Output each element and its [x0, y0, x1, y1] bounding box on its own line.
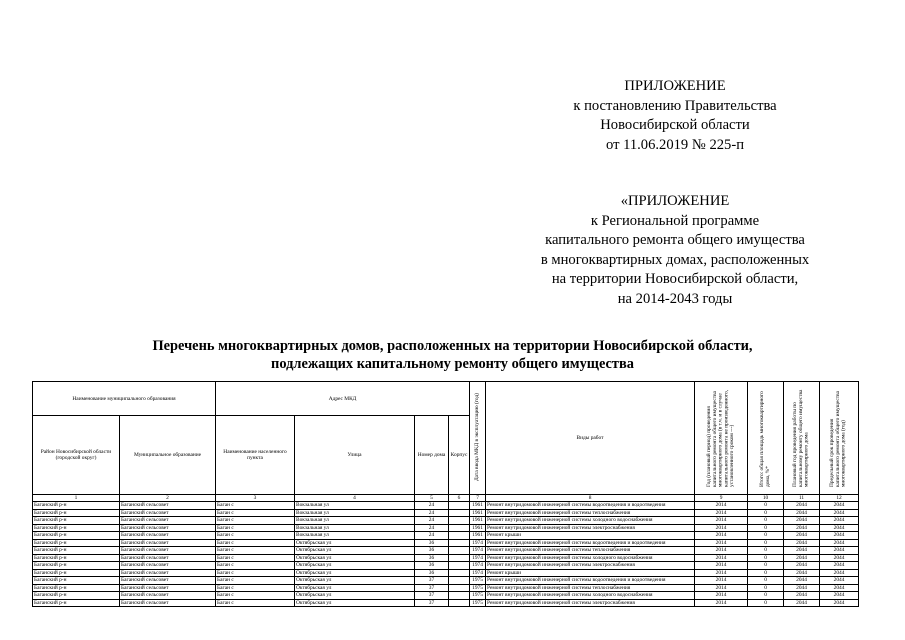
table-row — [33, 517, 859, 525]
table-cell: 1974 — [470, 569, 486, 577]
table-cell: 0 — [748, 502, 784, 510]
table-cell: 2044 — [784, 509, 820, 517]
table-cell: Баган с — [216, 524, 295, 532]
table-cell: Октябрьская ул — [295, 562, 415, 570]
document-title-line: Перечень многоквартирных домов, расположенных на территории Новосибирской области, — [152, 338, 753, 354]
table-cell: Баган с — [216, 599, 295, 607]
table-row — [33, 599, 859, 607]
table-cell: Баганский сельсовет — [120, 532, 216, 540]
table-cell — [449, 539, 470, 547]
table-body — [33, 502, 859, 607]
planned-year-header — [695, 382, 748, 495]
table-cell: Баганский р-н — [33, 569, 120, 577]
table-cell: Октябрьская ул — [295, 592, 415, 600]
program-attachment-line: капитального ремонта общего имущества — [545, 232, 805, 248]
table-cell: Баганский р-н — [33, 547, 120, 555]
table-cell: Баган с — [216, 584, 295, 592]
table-cell: 0 — [748, 517, 784, 525]
table-cell: 2014 — [695, 577, 748, 585]
column-number: 12 — [820, 495, 859, 502]
table-cell: 2014 — [695, 524, 748, 532]
attachment-line: Новосибирской области — [600, 117, 750, 133]
table-cell: Баган с — [216, 532, 295, 540]
table-cell: Октябрьская ул — [295, 554, 415, 562]
table-cell: Баган с — [216, 577, 295, 585]
table-cell: 2044 — [784, 592, 820, 600]
deadline-header — [820, 382, 859, 495]
table-cell — [449, 592, 470, 600]
table-cell: Баганский р-н — [33, 509, 120, 517]
table-cell — [449, 599, 470, 607]
table-cell — [449, 554, 470, 562]
column-number: 11 — [784, 495, 820, 502]
table-cell: Баган с — [216, 517, 295, 525]
table-cell: 2014 — [695, 509, 748, 517]
document-title-line: подлежащих капитальному ремонту общего имущества — [271, 356, 634, 372]
table-cell: Баганский сельсовет — [120, 524, 216, 532]
table-cell: 2044 — [784, 599, 820, 607]
table-cell: Вокзальная ул — [295, 502, 415, 510]
table-cell: 2014 — [695, 517, 748, 525]
table-cell: Ремонт внутридомовой инженерной системы холодного водоснабжения — [486, 517, 695, 525]
table-cell: Баганский р-н — [33, 577, 120, 585]
table-cell: 2044 — [784, 532, 820, 540]
locality-header: Наименование населенного пункта — [216, 416, 295, 495]
commissioning-header — [470, 382, 486, 495]
table-cell — [449, 562, 470, 570]
table-row — [33, 592, 859, 600]
table-row — [33, 509, 859, 517]
table-cell: 2014 — [695, 592, 748, 600]
table-cell: 0 — [748, 577, 784, 585]
table-cell: Баганский сельсовет — [120, 502, 216, 510]
government-decree-attachment-header — [430, 77, 905, 155]
table-cell: 2044 — [784, 562, 820, 570]
table-cell: 2044 — [820, 547, 859, 555]
program-attachment-line: на 2014-2043 годы — [617, 290, 733, 307]
program-attachment-line: в многоквартирных домах, расположенных — [540, 251, 810, 268]
table-cell: 2044 — [820, 599, 859, 607]
fact-year-header — [784, 382, 820, 495]
table-cell: Баганский р-н — [33, 517, 120, 525]
table-cell: 0 — [748, 539, 784, 547]
table-cell: Ремонт внутридомовой инженерной системы теплоснабжения — [486, 509, 695, 517]
column-number: 4 — [295, 495, 415, 502]
table-cell: 0 — [748, 592, 784, 600]
table-cell — [449, 569, 470, 577]
table-cell: Баганский сельсовет — [120, 509, 216, 517]
table-cell: 37 — [415, 577, 449, 585]
column-number: 3 — [216, 495, 295, 502]
program-attachment-line: «ПРИЛОЖЕНИЕ — [620, 193, 730, 209]
table-row — [33, 524, 859, 532]
table-cell: 1974 — [470, 547, 486, 555]
table-cell: Баган с — [216, 509, 295, 517]
table-cell: 36 — [415, 562, 449, 570]
table-cell — [449, 532, 470, 540]
table-cell: Октябрьская ул — [295, 577, 415, 585]
work-type-header: Виды работ — [486, 382, 695, 495]
table-cell: 0 — [748, 562, 784, 570]
table-cell: 2044 — [784, 524, 820, 532]
table-cell: Ремонт внутридомовой инженерной системы электроснабжения — [486, 562, 695, 570]
table-cell: 24 — [415, 502, 449, 510]
table-cell: Баганский сельсовет — [120, 517, 216, 525]
table-cell: 2044 — [784, 517, 820, 525]
address-group-header: Адрес МКД — [216, 382, 470, 416]
settlement-header: Муниципальное образование — [120, 416, 216, 495]
program-attachment-line: на территории Новосибирской области, — [551, 271, 799, 287]
table-cell: Баганский р-н — [33, 554, 120, 562]
table-cell: 24 — [415, 524, 449, 532]
document-title — [0, 337, 905, 373]
table-cell: 2014 — [695, 562, 748, 570]
table-cell: 1975 — [470, 592, 486, 600]
program-attachment-line: к Региональной программе — [590, 212, 760, 229]
table-cell: Ремонт внутридомовой инженерной системы теплоснабжения — [486, 584, 695, 592]
table-cell: 1974 — [470, 562, 486, 570]
table-cell: 2014 — [695, 569, 748, 577]
table-cell: 37 — [415, 592, 449, 600]
table-cell: 2014 — [695, 532, 748, 540]
table-row — [33, 547, 859, 555]
program-attachment-header — [430, 192, 905, 309]
table-cell: Баганский р-н — [33, 592, 120, 600]
table-row — [33, 502, 859, 510]
table-cell: 2044 — [820, 554, 859, 562]
table-cell: Баган с — [216, 592, 295, 600]
table-cell: Баганский сельсовет — [120, 569, 216, 577]
table-cell: 2014 — [695, 502, 748, 510]
table-cell: 1961 — [470, 532, 486, 540]
column-number: 6 — [449, 495, 470, 502]
table-cell: 37 — [415, 599, 449, 607]
table-cell: 0 — [748, 569, 784, 577]
table-cell: 24 — [415, 517, 449, 525]
table-cell: 2014 — [695, 599, 748, 607]
table-cell: 1975 — [470, 584, 486, 592]
building-header: Корпус — [449, 416, 470, 495]
column-numbers-row — [33, 495, 859, 502]
table-row — [33, 554, 859, 562]
table-cell: 2044 — [784, 547, 820, 555]
table-cell: 1961 — [470, 524, 486, 532]
table-cell: 2044 — [784, 569, 820, 577]
table-cell: 2044 — [820, 562, 859, 570]
table-cell: Баган с — [216, 502, 295, 510]
table-row — [33, 584, 859, 592]
table-cell: 1961 — [470, 502, 486, 510]
table-cell: 0 — [748, 532, 784, 540]
table-cell: 2014 — [695, 547, 748, 555]
table-cell: Баганский р-н — [33, 539, 120, 547]
municipality-group-header: Наименование муниципального образования — [33, 382, 216, 416]
table-cell: Вокзальная ул — [295, 532, 415, 540]
table-cell: 24 — [415, 532, 449, 540]
table-cell: Баганский сельсовет — [120, 599, 216, 607]
table-cell: Ремонт внутридомовой инженерной системы водоотведения и водоотведения — [486, 502, 695, 510]
table-cell: 24 — [415, 509, 449, 517]
street-header: Улица — [295, 416, 415, 495]
table-cell: 36 — [415, 554, 449, 562]
table-cell: 1961 — [470, 509, 486, 517]
column-number: 5 — [415, 495, 449, 502]
table-cell: 2044 — [784, 502, 820, 510]
table-cell: Баганский сельсовет — [120, 577, 216, 585]
table-cell: 1974 — [470, 539, 486, 547]
table-cell: Баганский р-н — [33, 584, 120, 592]
table-cell: Баган с — [216, 562, 295, 570]
column-number: 10 — [748, 495, 784, 502]
table-cell: Баган с — [216, 539, 295, 547]
table-cell: 2044 — [820, 532, 859, 540]
table-cell: 0 — [748, 599, 784, 607]
table-cell: Баганский сельсовет — [120, 554, 216, 562]
table-cell: 1974 — [470, 554, 486, 562]
table-cell: 2014 — [695, 554, 748, 562]
area-header-text: Итого: общая площадь многоквартирного дома, %* — [758, 391, 771, 487]
table-cell — [449, 517, 470, 525]
table-cell: 2044 — [784, 554, 820, 562]
table-cell — [449, 524, 470, 532]
table-cell: 2044 — [820, 524, 859, 532]
attachment-line: от 11.06.2019 № 225-п — [605, 136, 745, 153]
table-cell: 1975 — [470, 599, 486, 607]
table-cell — [449, 509, 470, 517]
table-cell: Октябрьская ул — [295, 584, 415, 592]
table-cell: 0 — [748, 554, 784, 562]
table-cell: Ремонт внутридомовой инженерной системы холодного водоснабжения — [486, 554, 695, 562]
table-cell: 2044 — [784, 577, 820, 585]
table-cell: Ремонт внутридомовой инженерной системы водоотведения и водоотведения — [486, 577, 695, 585]
table-cell: 2044 — [820, 502, 859, 510]
table-cell: Баган с — [216, 554, 295, 562]
attachment-line: ПРИЛОЖЕНИЕ — [624, 78, 726, 94]
table-cell: Баганский р-н — [33, 599, 120, 607]
column-number: 9 — [695, 495, 748, 502]
planned-year-header-text: Год (плановый период) проведения капитального ремонта общего имущества многоквартирного дома (в т.ч. и в случае капитального ремонта не произведенного, установленного сроком ---) — [705, 389, 735, 487]
column-number: 7 — [470, 495, 486, 502]
table-cell: 36 — [415, 539, 449, 547]
table-cell: Ремонт внутридомовой инженерной системы теплоснабжения — [486, 547, 695, 555]
table-cell: 2044 — [820, 584, 859, 592]
house-number-header: Номер дома — [415, 416, 449, 495]
table-cell: 2014 — [695, 584, 748, 592]
table-cell: 36 — [415, 569, 449, 577]
buildings-table — [32, 381, 859, 607]
table-cell: Баганский сельсовет — [120, 539, 216, 547]
area-header — [748, 382, 784, 495]
district-header: Район Новосибирской области (городской округ) — [33, 416, 120, 495]
table-cell: Баган с — [216, 569, 295, 577]
table-cell: Октябрьская ул — [295, 599, 415, 607]
table-cell: Ремонт крыши — [486, 569, 695, 577]
table-cell: Баганский сельсовет — [120, 547, 216, 555]
table-cell: 37 — [415, 584, 449, 592]
table-cell: Баганский сельсовет — [120, 562, 216, 570]
fact-year-header-text: Плановый год проведения работы по капитальному ремонту общего имущества многоквартирного дома — [791, 389, 810, 487]
table-row — [33, 577, 859, 585]
table-cell: Ремонт внутридомовой инженерной системы электроснабжения — [486, 524, 695, 532]
table-cell: 1975 — [470, 577, 486, 585]
table-cell: Ремонт внутридомовой инженерной системы электроснабжения — [486, 599, 695, 607]
table-cell: Октябрьская ул — [295, 539, 415, 547]
table-cell: Баганский р-н — [33, 502, 120, 510]
table-cell: 0 — [748, 547, 784, 555]
table-cell — [449, 584, 470, 592]
table-cell: Баганский р-н — [33, 524, 120, 532]
table-row — [33, 532, 859, 540]
table-cell: 2044 — [820, 517, 859, 525]
table-cell: 2014 — [695, 539, 748, 547]
table-cell: Октябрьская ул — [295, 569, 415, 577]
table-cell: 0 — [748, 509, 784, 517]
table-cell: Вокзальная ул — [295, 509, 415, 517]
table-cell: 0 — [748, 584, 784, 592]
table-cell: 0 — [748, 524, 784, 532]
table-cell — [449, 577, 470, 585]
table-cell: Баганский р-н — [33, 562, 120, 570]
table-cell: 2044 — [820, 509, 859, 517]
commissioning-header-text: Дата ввода МКД в эксплуатацию (год) — [473, 392, 480, 482]
table-cell: Ремонт внутридомовой инженерной системы холодного водоснабжения — [486, 592, 695, 600]
table-row — [33, 539, 859, 547]
table-cell: 2044 — [820, 577, 859, 585]
table-cell: Баганский р-н — [33, 532, 120, 540]
table-cell: Октябрьская ул — [295, 547, 415, 555]
table-cell: 2044 — [820, 569, 859, 577]
table-cell: 2044 — [820, 539, 859, 547]
deadline-header-text: Предельный срок проведения капитального ремонта общего имущества многоквартирного дома (год) — [829, 391, 847, 487]
table-cell: Баганский сельсовет — [120, 592, 216, 600]
table-cell: 2044 — [784, 584, 820, 592]
table-cell: 1961 — [470, 517, 486, 525]
attachment-line: к постановлению Правительства — [573, 97, 777, 114]
column-number: 2 — [120, 495, 216, 502]
table-row — [33, 569, 859, 577]
table-cell: 36 — [415, 547, 449, 555]
table-cell: Ремонт внутридомовой инженерной системы водоотведения и водоотведения — [486, 539, 695, 547]
table-cell: Вокзальная ул — [295, 524, 415, 532]
table-cell: 2044 — [820, 592, 859, 600]
table-cell: Ремонт крыши — [486, 532, 695, 540]
table-cell — [449, 547, 470, 555]
table-row — [33, 562, 859, 570]
column-number: 8 — [486, 495, 695, 502]
table-cell: Баганский сельсовет — [120, 584, 216, 592]
table-cell: Вокзальная ул — [295, 517, 415, 525]
table-cell: 2044 — [784, 539, 820, 547]
table-cell — [449, 502, 470, 510]
column-number: 1 — [33, 495, 120, 502]
table-cell: Баган с — [216, 547, 295, 555]
